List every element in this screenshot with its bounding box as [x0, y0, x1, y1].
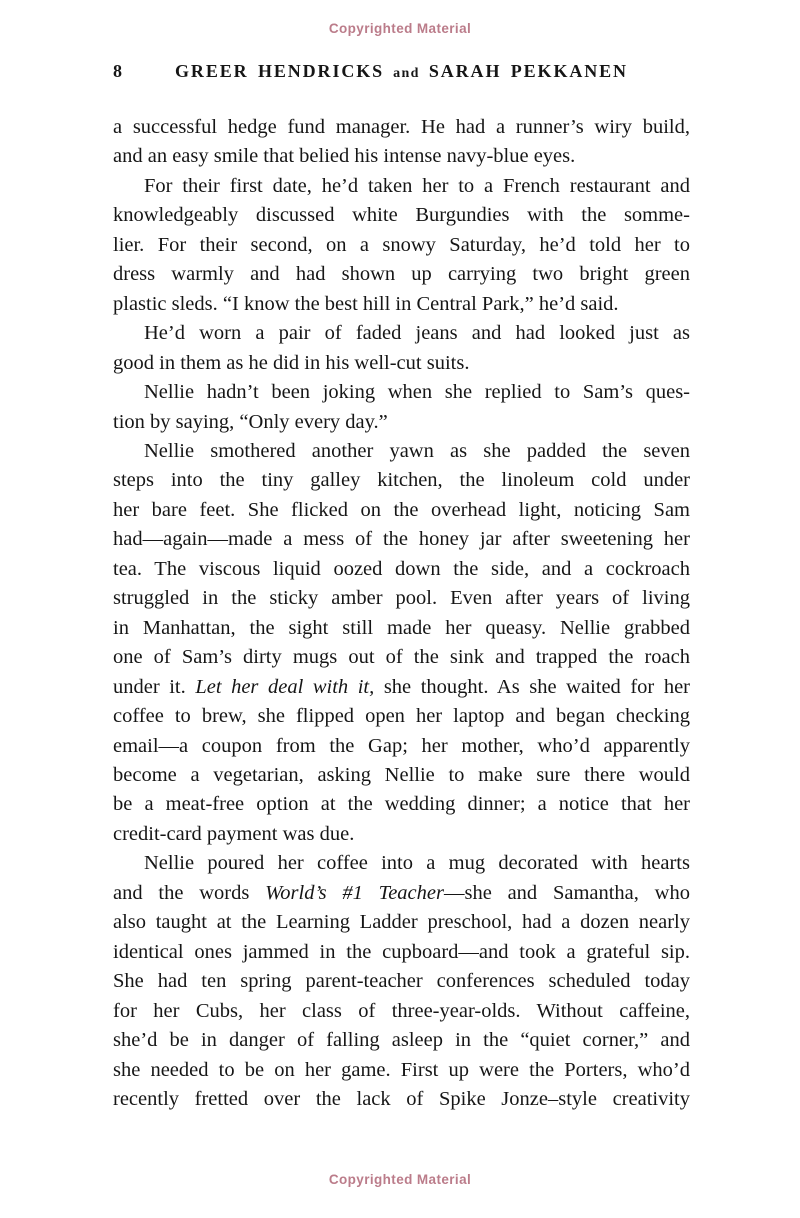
author-name-first: GREER HENDRICKS [175, 61, 385, 81]
author-name-second: SARAH PEKKANEN [428, 61, 628, 81]
body-text [113, 113, 690, 1114]
text-segment: tea. The viscous liquid oozed down the side, and a cockroach [113, 557, 690, 580]
text-segment: recently fretted over the lack of Spike Jonze–style creativity [113, 1087, 690, 1110]
text-segment: a successful hedge fund manager. He had a runner’s wiry build, [113, 116, 690, 138]
text-line [113, 673, 690, 702]
text-line [113, 408, 690, 437]
paragraph [113, 849, 690, 1114]
text-segment: Nellie smothered another yawn as she padded the seven [144, 439, 690, 462]
copyright-banner-top: Copyrighted Material [328, 21, 472, 36]
text-line [113, 732, 690, 761]
text-line [113, 113, 690, 142]
paragraph [113, 378, 690, 437]
text-line [113, 643, 690, 672]
paragraph [113, 113, 690, 172]
text-line [113, 908, 690, 937]
text-segment: her bare feet. She flicked on the overhead light, noticing Sam [113, 498, 690, 521]
text-segment: coffee to brew, she flipped open her laptop and began checking [113, 705, 690, 728]
text-segment: email—a coupon from the Gap; her mother, who’d apparently [113, 734, 690, 757]
text-segment: —she and Samantha, who [443, 881, 690, 904]
text-line [113, 437, 690, 466]
text-segment: she’d be in danger of falling asleep in the “quiet corner,” and [113, 1029, 690, 1052]
text-segment: Nellie poured her coffee into a mug decorated with hearts [144, 852, 690, 875]
text-segment: good in them as he did in his well-cut suits. [113, 351, 470, 374]
text-line [113, 290, 690, 319]
text-line [113, 702, 690, 731]
text-segment: become a vegetarian, asking Nellie to make sure there would [113, 763, 690, 786]
text-segment: she thought. As she waited for her [374, 675, 690, 698]
text-line [113, 496, 690, 525]
text-line [113, 997, 690, 1026]
text-segment: for her Cubs, her class of three-year-olds. Without caffeine, [113, 999, 690, 1022]
text-segment: lier. For their second, on a snowy Saturday, he’d told her to [113, 233, 690, 256]
text-segment: struggled in the sticky amber pool. Even after years of living [113, 587, 690, 610]
text-line [113, 761, 690, 790]
text-segment: steps into the tiny galley kitchen, the linoleum cold under [113, 469, 690, 492]
author-conjunction: and [393, 66, 420, 81]
paragraph [113, 172, 690, 319]
text-line [113, 584, 690, 613]
italic-text: World’s #1 Teacher [265, 881, 444, 904]
text-segment: and the words [113, 881, 266, 904]
text-segment: under it. [113, 675, 196, 698]
text-line [113, 525, 690, 554]
text-line [113, 260, 690, 289]
text-line [113, 614, 690, 643]
text-segment: she needed to be on her game. First up were the Porters, who’d [113, 1058, 690, 1081]
text-line [113, 466, 690, 495]
running-title [113, 61, 690, 82]
text-segment: credit-card payment was due. [113, 822, 355, 845]
text-segment: also taught at the Learning Ladder preschool, had a dozen nearly [113, 911, 690, 934]
text-segment: be a meat-free option at the wedding dinner; a notice that her [113, 793, 690, 816]
text-line [113, 378, 690, 407]
text-segment: tion by saying, “Only every day.” [113, 410, 388, 433]
text-segment: one of Sam’s dirty mugs out of the sink and trapped the roach [113, 646, 690, 669]
text-segment: in Manhattan, the sight still made her queasy. Nellie grabbed [113, 616, 690, 639]
text-line [113, 1026, 690, 1055]
text-line [113, 849, 690, 878]
text-segment: She had ten spring parent-teacher conferences scheduled today [113, 970, 690, 993]
text-line [113, 967, 690, 996]
text-line [113, 201, 690, 230]
text-line [113, 172, 690, 201]
text-line [113, 555, 690, 584]
page-header [113, 61, 690, 87]
text-segment: and an easy smile that belied his intense navy-blue eyes. [113, 145, 576, 168]
text-segment: dress warmly and had shown up carrying two bright green [113, 263, 690, 286]
paragraph [113, 319, 690, 378]
text-line [113, 938, 690, 967]
text-segment: knowledgeably discussed white Burgundies with the somme- [113, 204, 690, 227]
text-line [113, 820, 690, 849]
text-line [113, 319, 690, 348]
text-segment: He’d worn a pair of faded jeans and had looked just as [144, 322, 690, 345]
text-line [113, 349, 690, 378]
text-line [113, 790, 690, 819]
text-segment: identical ones jammed in the cupboard—and took a grateful sip. [113, 940, 690, 963]
text-segment: had—again—made a mess of the honey jar after sweetening her [113, 528, 690, 551]
page-number: 8 [113, 61, 122, 81]
text-line [113, 1056, 690, 1085]
paragraph [113, 437, 690, 849]
text-segment: For their first date, he’d taken her to a French restaurant and [144, 174, 690, 197]
text-line [113, 879, 690, 908]
text-line [113, 142, 690, 171]
copyright-banner-bottom: Copyrighted Material [328, 1172, 472, 1187]
italic-text: Let her deal with it, [195, 675, 375, 698]
text-segment: Nellie hadn’t been joking when she replied to Sam’s ques- [144, 381, 690, 404]
text-segment: plastic sleds. “I know the best hill in Central Park,” he’d said. [113, 292, 619, 315]
text-line [113, 1085, 690, 1114]
text-line [113, 231, 690, 260]
